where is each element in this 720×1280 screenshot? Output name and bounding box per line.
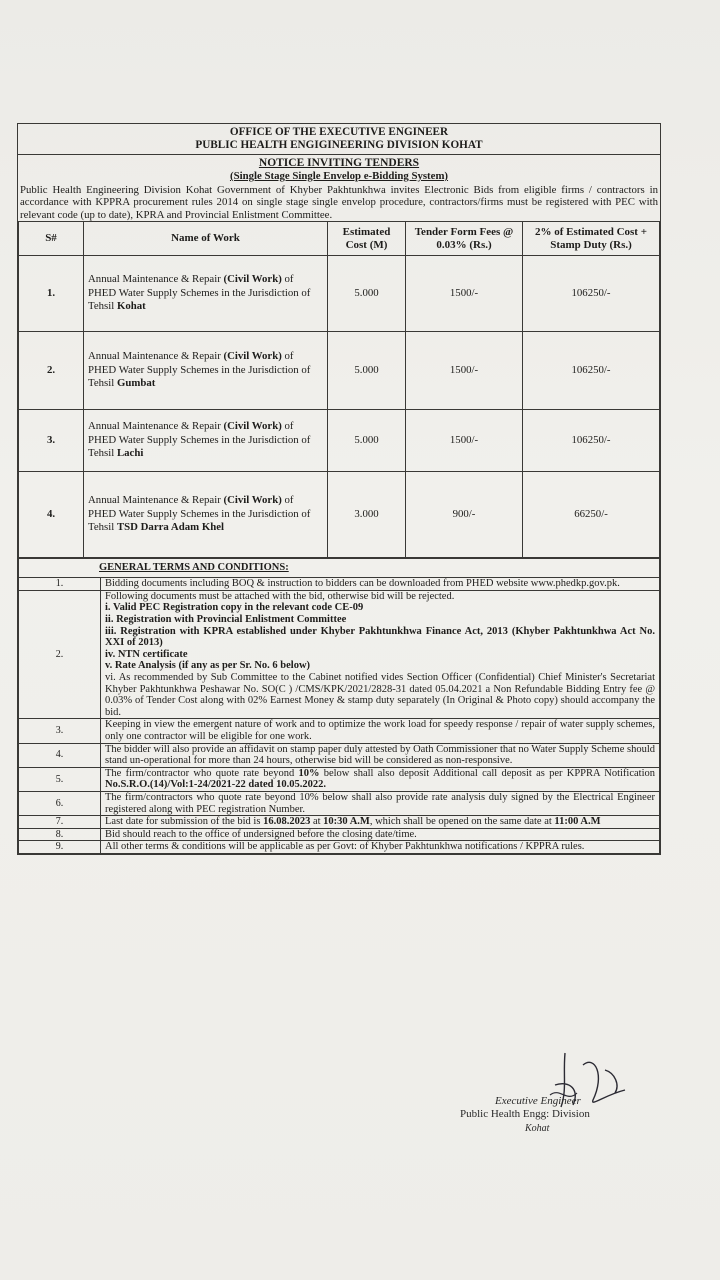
term-text: The firm/contractors who quote rate beyond 10% below shall also provide rate analysis duly signed by the Electrical Engineer registered along with PEC registration Number. [101, 791, 660, 815]
name-bold: (Civil Work) [223, 420, 282, 433]
term-text [101, 816, 660, 829]
tehsil-name: Kohat [116, 300, 146, 313]
term-part: at [310, 816, 324, 828]
term-row [19, 590, 660, 719]
row-cost: 5.000 [328, 332, 406, 410]
stamp-line-1: Executive Engineer [495, 1095, 581, 1107]
row-deposit: 106250/- [523, 256, 660, 332]
row-deposit: 106250/- [523, 332, 660, 410]
term-row [19, 828, 660, 841]
name-text: Annual Maintenance & Repair [88, 350, 224, 363]
term-row [19, 578, 660, 591]
row-sno: 1. [19, 256, 84, 332]
term-row [19, 767, 660, 791]
doc-item-text: iv. NTN certificate [105, 648, 188, 660]
row-fee: 1500/- [406, 410, 523, 472]
term-number: 3. [19, 719, 101, 743]
term-part: Last date for submission of the bid is [105, 816, 264, 828]
term-row [19, 743, 660, 767]
doc-item-text: ii. Registration with Provincial Enlistment Committee [105, 614, 347, 625]
term-text [101, 590, 660, 719]
row-cost: 5.000 [328, 256, 406, 332]
term-row [19, 841, 660, 854]
col-deposit: 2% of Estimated Cost + Stamp Duty (Rs.) [523, 222, 660, 256]
table-row [19, 332, 660, 410]
row-fee: 900/- [406, 472, 523, 558]
term-number: 5. [19, 767, 101, 791]
table-row [19, 472, 660, 558]
col-sno: S# [19, 222, 84, 256]
row-name [84, 472, 328, 558]
term-text: Keeping in view the emergent nature of work and to optimize the work load for speedy response / repair of water supply schemes, only one contractor will be eligible for one work. [101, 719, 660, 743]
terms-table [18, 558, 660, 854]
terms-heading: GENERAL TERMS AND CONDITIONS: [19, 559, 660, 578]
works-table [18, 221, 660, 558]
term-number: 1. [19, 578, 101, 591]
doc-item-text: iii. Registration with KPRA established under Khyber Pakhtunkhwa Finance Act, 2013 (Khyber Pakhtunkhwa Act No. XXI of 2013) [105, 625, 655, 649]
row-cost: 3.000 [328, 472, 406, 558]
doc-item [105, 626, 655, 649]
term-number: 2. [19, 590, 101, 719]
doc-item-text: v. Rate Analysis (if any as per Sr. No. 6 below) [105, 660, 311, 672]
row-deposit: 66250/- [523, 472, 660, 558]
term-row [19, 719, 660, 743]
row-sno: 3. [19, 410, 84, 472]
table-row [19, 410, 660, 472]
term-text: Bidding documents including BOQ & instruction to bidders can be downloaded from PHED website www.phedkp.gov.pk. [101, 578, 660, 591]
term-text: The bidder will also provide an affidavit on stamp paper duly attested by Oath Commissioner that no Water Supply Scheme should stand un-operational for more than 24 hours, otherwise bid will be considered as non-responsive. [101, 743, 660, 767]
name-text: Annual Maintenance & Repair [88, 273, 224, 286]
term-text: Bid should reach to the office of undersigned before the closing date/time. [101, 828, 660, 841]
name-text: of PHED Water Supply Schemes in the Jurisdiction of Tehsil [88, 273, 311, 313]
term-part: The firm/contractor who quote rate beyond [105, 767, 299, 779]
row-cost: 5.000 [328, 410, 406, 472]
tender-notice [17, 123, 661, 855]
row-name [84, 332, 328, 410]
name-text: Annual Maintenance & Repair [88, 420, 224, 433]
term-number: 6. [19, 791, 101, 815]
office-heading: OFFICE OF THE EXECUTIVE ENGINEER [229, 126, 449, 138]
col-cost: Estimated Cost (M) [328, 222, 406, 256]
term-number: 7. [19, 816, 101, 829]
term-bold: 10:30 A.M [323, 816, 370, 828]
doc-item [105, 660, 655, 672]
term-number: 4. [19, 743, 101, 767]
term-number: 8. [19, 828, 101, 841]
name-text: of PHED Water Supply Schemes in the Jurisdiction of Tehsil [88, 494, 311, 534]
stamp-line-2: Public Health Engg: Division [460, 1108, 590, 1120]
col-name: Name of Work [84, 222, 328, 256]
division-heading: PUBLIC HEALTH ENGIGINEERING DIVISION KOHAT [195, 139, 483, 151]
stamp-line-3: Kohat [525, 1123, 550, 1134]
doc-item [105, 602, 655, 614]
tehsil-name: Gumbat [116, 377, 156, 390]
row-name [84, 256, 328, 332]
row-fee: 1500/- [406, 256, 523, 332]
row-sno: 4. [19, 472, 84, 558]
notice-title: NOTICE INVITING TENDERS [18, 154, 660, 170]
row-sno: 2. [19, 332, 84, 410]
term-text: All other terms & conditions will be applicable as per Govt: of Khyber Pakhtunkhwa notifications / KPPRA rules. [101, 841, 660, 854]
name-bold: (Civil Work) [223, 494, 282, 507]
term-bold: 16.08.2023 [263, 816, 311, 828]
tehsil-name: TSD Darra Adam Khel [116, 521, 225, 534]
doc-item: vi. As recommended by Sub Committee to the Cabinet notified vides Section Officer (Confidential) Chief Minister's Secretariat Khyber Pakhtunkhwa Peshawar No. SO(C ) /CMS/KPK/2021/2828-31 dated 05.04.2021 a Non Refundable Bidding Entry fee @ 0.03% of Tender Cost along with 02% Earnest Money & stamp duty separately (In Original & Photo copy) should accompany the bid. [105, 671, 655, 718]
doc-item-text: i. Valid PEC Registration copy in the relevant code CE-09 [105, 602, 364, 614]
signature-block [455, 1045, 655, 1145]
intro-paragraph: Public Health Engineering Division Kohat Government of Khyber Pakhtunkhwa invites Electronic Bids from eligible firms / contractors in accordance with KPPRA procurement rules 2014 on single stage single envelop procedure, contractors/firms must be registered with PEC with relevant code (up to date), KPRA and Provincial Enlistment Committee. [20, 184, 658, 221]
term-bold: 11:00 A.M [554, 816, 601, 828]
term-row [19, 816, 660, 829]
name-bold: (Civil Work) [223, 273, 282, 286]
row-fee: 1500/- [406, 332, 523, 410]
name-text: of PHED Water Supply Schemes in the Jurisdiction of Tehsil [88, 350, 311, 390]
name-bold: (Civil Work) [223, 350, 282, 363]
term-bold: No.S.R.O.(14)/Vol:1-24/2021-22 dated 10.05.2022. [105, 779, 326, 791]
tehsil-name: Lachi [116, 447, 144, 460]
term-text [101, 767, 660, 791]
term-number: 9. [19, 841, 101, 854]
term-lead: Following documents must be attached with the bid, otherwise bid will be rejected. [105, 590, 455, 602]
notice-subtitle: (Single Stage Single Envelop e-Bidding System) [229, 170, 449, 182]
name-text: Annual Maintenance & Repair [88, 494, 224, 507]
table-row [19, 256, 660, 332]
row-name [84, 410, 328, 472]
term-bold: 10% [298, 767, 320, 779]
term-part: , which shall be opened on the same date at [369, 816, 555, 828]
name-text: of PHED Water Supply Schemes in the Jurisdiction of Tehsil [88, 420, 311, 460]
term-part: below shall also deposit Additional call deposit as per KPPRA Notification [319, 767, 655, 779]
works-header-row [19, 222, 660, 256]
col-fee: Tender Form Fees @ 0.03% (Rs.) [406, 222, 523, 256]
term-row [19, 791, 660, 815]
row-deposit: 106250/- [523, 410, 660, 472]
doc-item [105, 614, 655, 626]
terms-heading-row [19, 559, 660, 578]
doc-item [105, 649, 655, 661]
